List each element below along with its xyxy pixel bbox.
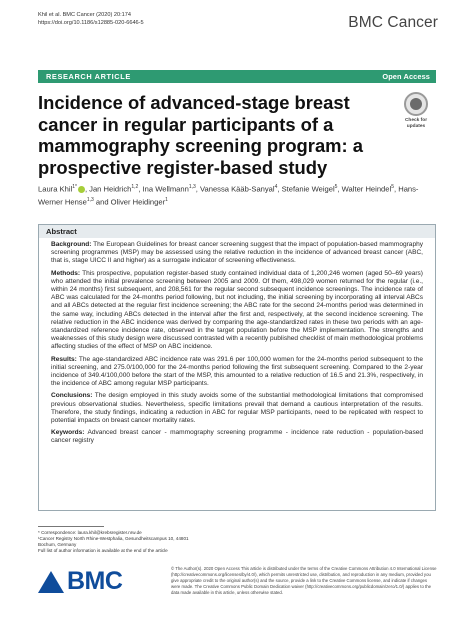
abstract-box [38, 224, 436, 511]
affiliation-sup: 5 [334, 184, 338, 190]
article-type-banner [38, 70, 436, 83]
check-updates-label: Check for updates [404, 118, 428, 129]
author-name[interactable]: , Hans-Werner Hense [38, 184, 419, 207]
affiliation-line: ¹Cancer Registry North Rhine-Westphalia, Gesundheitscampus 10, 44801 [38, 536, 189, 542]
affiliation-sup: 5 [391, 184, 394, 190]
author-name[interactable]: , Stefanie Weigel [277, 184, 335, 194]
affiliation-sup: 4 [274, 184, 278, 190]
author-name[interactable]: , Jan Heidrich [84, 184, 132, 194]
section-text: The design employed in this study avoids some of the substantial methodological limitations that compromised previous observational studies. Nevertheless, specific limitations prevail that demand a cautious interpretation of the results. Therefore, the study findings, indicating a reduction in ABC for regular MSP participants, need to be replicated with respect to potential impacts on breast cancer mortality rates. [51, 392, 423, 425]
abstract-conclusions [51, 392, 423, 425]
author-list [38, 182, 438, 208]
author-name[interactable]: , Vanessa Kääb-Sanyal [195, 184, 275, 194]
section-text: The age-standardized ABC incidence rate was 291.6 per 100,000 women for the 24-months period subsequent to the initial screening, and 275.0/100,000 for the 24-months period following the first subsequent screening. Compared to the 2-year incidence of 349.4/100,000 before the start of the MSP, this amounted to a relative reduction of 16.5 and 21.3%, respectively, in the incidence of ABC among regular MSP participants. [51, 355, 423, 388]
footnotes [38, 530, 218, 554]
bmc-logo-text: BMC [67, 567, 123, 595]
section-text: The European Guidelines for breast cancer screening suggest that the impact of population-based mammography screening programmes (MSP) may be assessed using the relative reduction in the incidence of advanced breast cancer (ABC, that is, stage UICC II and higher) as a surrogate indicator of screening effectiveness. [51, 241, 423, 265]
check-for-updates-button[interactable] [399, 92, 433, 134]
abstract-heading: Abstract [39, 225, 435, 238]
citation-line: Khil et al. BMC Cancer (2020) 20:174 [38, 12, 131, 18]
section-label: Methods: [51, 269, 81, 277]
correspondence-email[interactable]: * Correspondence: laura.khil@krebsregister.nrw.de [38, 530, 142, 535]
section-label: Conclusions: [51, 392, 93, 400]
section-text: This prospective, population register-based study contained individual data of 1,200,246 women (aged 50–69 years) who attended the initial prevalence screening between 2005 and 2009. Of them, 498,029 women returned for the regular (i.e., within 24 months) first subsequent, and 208,561 for the regular second subsequent incidence screenings. The incidence rate of ABC was calculated for the 24-months period following, but not including, the initial screening by incorporating all interval ABCs and all ABCs detected at the regular first incidence screening; the ABC rate for the second 24-months period was determined in the same way, including ABCs detected in the interval after the first and, respectively, at the second incidence screening. The relative reduction in the ABC incidence was derived by comparing the age-standardized rates in these two periods with an age-standardized reference incidence rate, observed in the target population before the MSP implementation. The strengths and weaknesses of this study design were discussed contrasted with a recently published checklist of main methodological problems affecting studies of the effect of MSP on ABC incidence. [51, 269, 423, 351]
author-info-note: Full list of author information is available at the end of the article [38, 548, 168, 554]
article-type-label: RESEARCH ARTICLE [46, 72, 131, 81]
bmc-logo[interactable] [38, 567, 122, 596]
affiliation-sup: 1,3 [188, 184, 196, 190]
affiliation-sup: 1,3 [86, 196, 94, 203]
abstract-keywords [51, 429, 423, 445]
section-label: Results: [51, 355, 77, 363]
orcid-icon[interactable] [78, 186, 85, 193]
author-name[interactable]: Laura Khil [38, 184, 73, 194]
affiliation-sup: 1* [72, 184, 77, 190]
author-name[interactable]: , Ina Wellmann [138, 184, 189, 194]
author-name[interactable]: , Walter Heindel [337, 184, 392, 194]
doi-link[interactable]: https://doi.org/10.1186/s12885-020-6646-5 [38, 19, 144, 26]
journal-brand[interactable]: BMC Cancer [348, 14, 438, 31]
citation-meta [38, 12, 144, 27]
open-access-label: Open Access [382, 72, 430, 81]
affiliation-sup: 1 [165, 196, 168, 203]
abstract-background [51, 241, 423, 266]
affiliation-line: Bochum, Germany [38, 542, 77, 548]
check-updates-icon [404, 92, 428, 116]
footnote-divider [38, 526, 104, 527]
author-name[interactable]: and Oliver Heidinger [93, 197, 166, 207]
section-label: Background: [51, 241, 92, 248]
article-title: Incidence of advanced-stage breast cancer in regular participants of a mammography screening program: a prospective register-based study [38, 92, 363, 178]
bmc-triangle-icon [38, 571, 64, 593]
abstract-methods [51, 270, 423, 352]
license-statement: © The Author(s). 2020 Open Access This article is distributed under the terms of the Creative Commons Attribution 4.0 International License (http://creativecommons.org/licenses/by/4.0/), which permits unrestricted use, distribution, and reproduction in any medium, provided you give appropriate credit to the original author(s) and the source, provide a link to the Creative Commons license, and indicate if changes were made. The Creative Commons Public Domain Dedication waiver (http://creativecommons.org/publicdomain/zero/1.0/) applies to the data made available in this article, unless otherwise stated. [171, 566, 437, 595]
abstract-results [51, 356, 423, 389]
affiliation-sup: 1,2 [131, 184, 139, 190]
section-label: Keywords: [51, 429, 85, 437]
section-text: Advanced breast cancer - mammography screening programme - incidence rate reduction - population-based cancer registry [51, 429, 423, 445]
